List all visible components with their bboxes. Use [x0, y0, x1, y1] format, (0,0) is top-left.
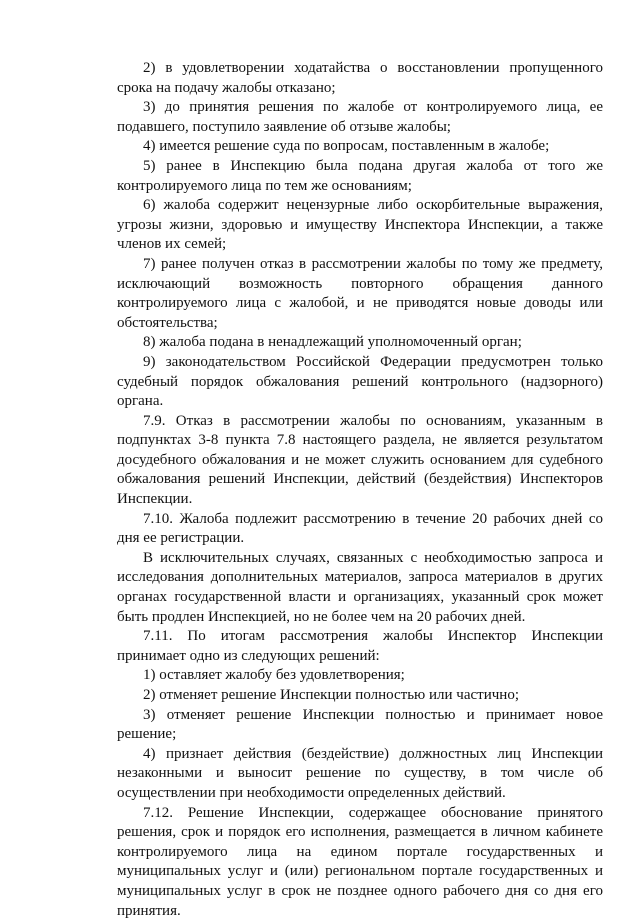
paragraph-refusal-ground-4: 4) имеется решение суда по вопросам, поставленным в жалобе; — [143, 138, 550, 155]
paragraph-refusal-ground-5: 5) ранее в Инспекцию была подана другая жалоба от того же контролируемого лица по тем же основаниям; — [117, 157, 603, 194]
paragraph-decision-1: 1) оставляет жалобу без удовлетворения; — [143, 667, 405, 684]
paragraph-section-7-10: 7.10. Жалоба подлежит рассмотрению в течение 20 рабочих дней со дня ее регистрации. — [117, 510, 603, 547]
paragraph-decision-4: 4) признает действия (бездействие) должностных лиц Инспекции незаконными и выносит решение по существу, в том числе об осуществлении при необходимости определенных действий. — [117, 745, 603, 801]
paragraph-refusal-ground-8: 8) жалоба подана в ненадлежащий уполномоченный орган; — [143, 334, 522, 351]
paragraph-section-7-11: 7.11. По итогам рассмотрения жалобы Инспектор Инспекции принимает одно из следующих решений: — [117, 628, 603, 664]
paragraph-section-7-9: 7.9. Отказ в рассмотрении жалобы по основаниям, указанным в подпунктах 3-8 пункта 7.8 настоящего раздела, не является результатом досудебного обжалования и не может служить основанием для судебного обжалования решений Инспекции, действий (бездействия) Инспекторов Инспекции. — [117, 412, 603, 508]
paragraph-decision-3: 3) отменяет решение Инспекции полностью и принимает новое решение; — [117, 706, 603, 743]
paragraph-decision-2: 2) отменяет решение Инспекции полностью или частично; — [143, 687, 519, 703]
paragraph-refusal-ground-6: 6) жалоба содержит нецензурные либо оскорбительные выражения, угрозы жизни, здоровью и имуществу Инспектора Инспекции, а также членов их семей; — [117, 197, 603, 253]
paragraph-refusal-ground-7: 7) ранее получен отказ в рассмотрении жалобы по тому же предмету, исключающий возможность повторного обращения данного контролируемого лица с жалобой, и не приводятся новые доводы или обстоятельства; — [117, 255, 603, 331]
paragraph-refusal-ground-2: 2) в удовлетворении ходатайства о восстановлении пропущенного срока на подачу жалобы отказано; — [117, 60, 603, 96]
paragraph-refusal-ground-9: 9) законодательством Российской Федерации предусмотрен только судебный порядок обжалования решений контрольного (надзорного) органа. — [117, 353, 603, 410]
paragraph-exceptional-cases: В исключительных случаях, связанных с необходимостью запроса и исследования дополнительных материалов, запроса материалов в других органах государственной власти и организациях, указанный срок может быть продлен Инспекцией, но не более чем на 20 рабочих дней. — [117, 549, 603, 625]
document-page — [117, 59, 603, 921]
paragraph-section-7-12: 7.12. Решение Инспекции, содержащее обоснование принятого решения, срок и порядок его исполнения, размещается в личном кабинете контролируемого лица на едином портале государственных и муниципальных услуг и (или) региональном портале государственных и муниципальных услуг в срок не позднее одного рабочего дня со дня его принятия. — [117, 804, 603, 919]
paragraph-refusal-ground-3: 3) до принятия решения по жалобе от контролируемого лица, ее подавшего, поступило заявление об отзыве жалобы; — [117, 99, 603, 135]
